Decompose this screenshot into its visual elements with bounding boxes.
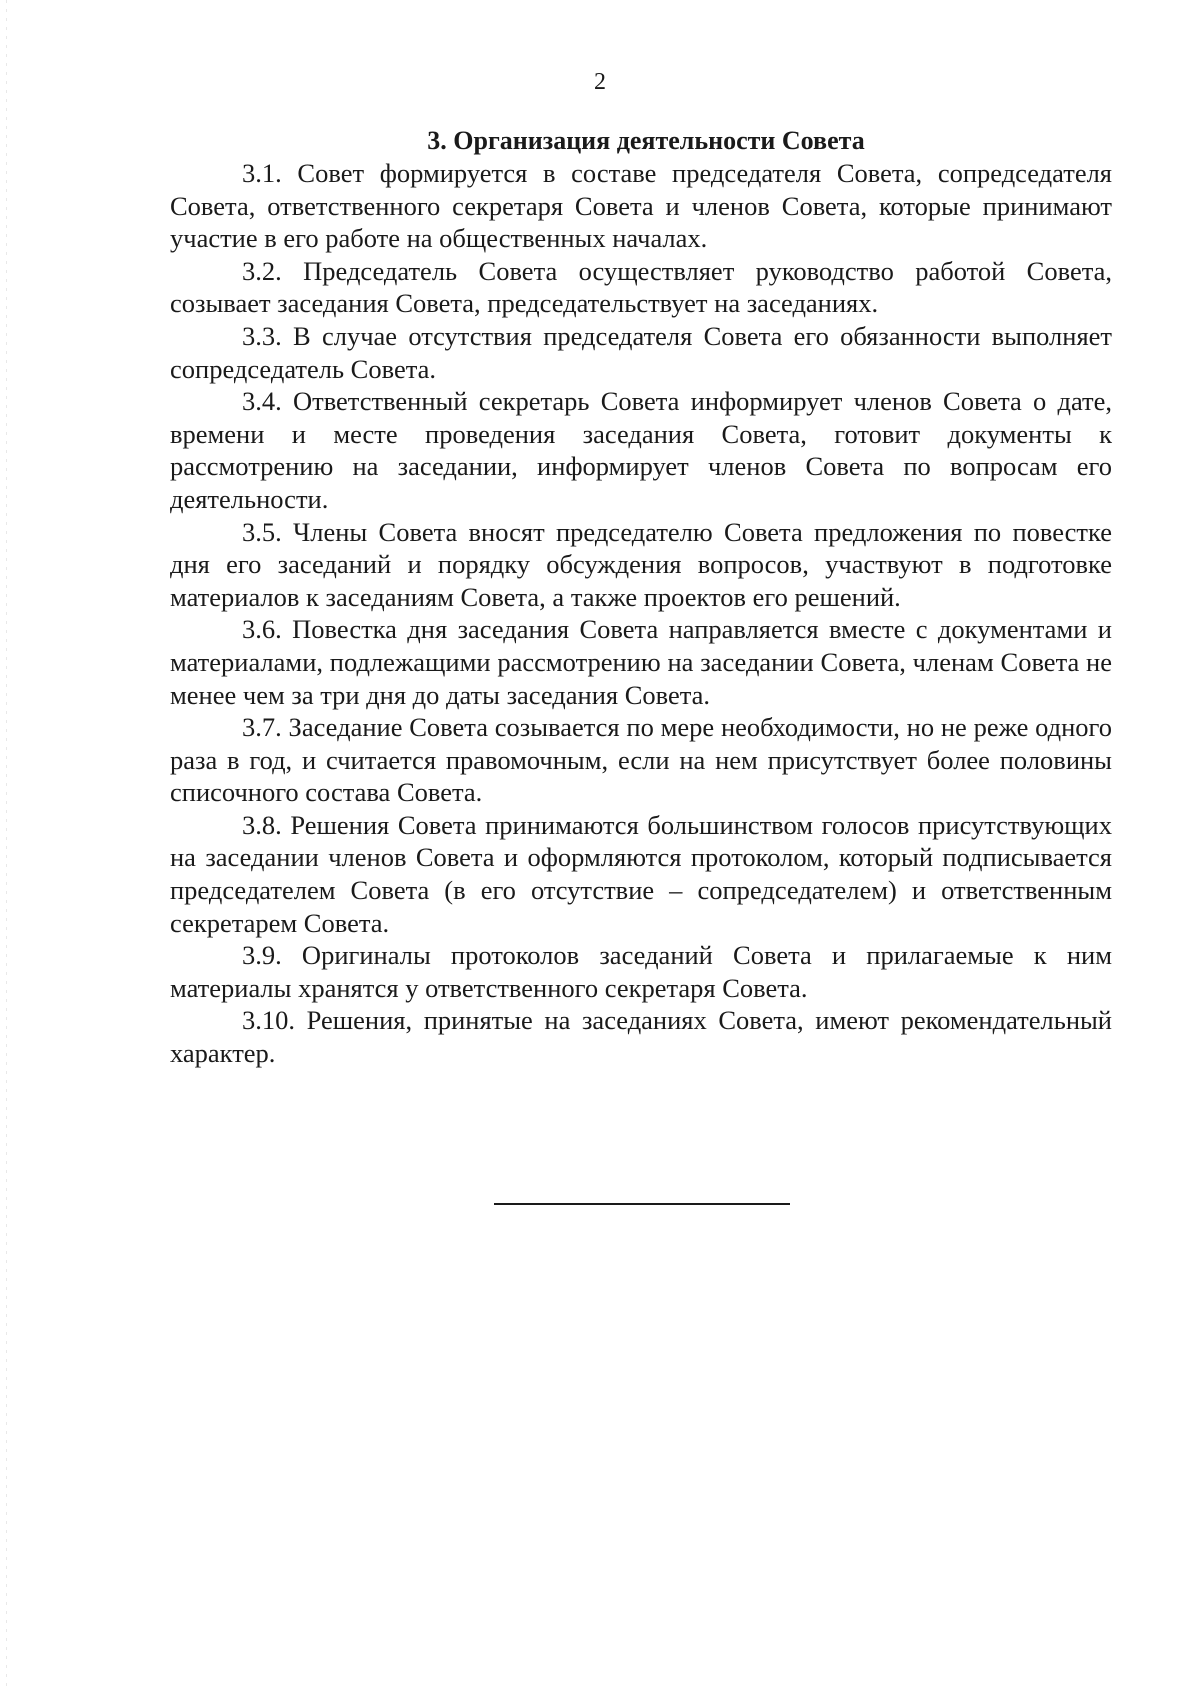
scan-edge-mark <box>6 0 7 1686</box>
paragraph-3-3: 3.3. В случае отсутствия председателя Совета его обязанности выполняет сопредседатель Совета. <box>170 320 1112 384</box>
paragraph-3-6: 3.6. Повестка дня заседания Совета направляется вместе с документами и материалами, подлежащими рассмотрению на заседании Совета, членам Совета не менее чем за три дня до даты заседания Совета. <box>170 614 1112 710</box>
section-title: 3. Организация деятельности Совета <box>427 126 865 155</box>
paragraph-3-4: 3.4. Ответственный секретарь Совета информирует членов Совета о дате, времени и месте проведения заседания Совета, готовит документы к рассмотрению на заседании, информирует членов Совета по вопросам его деятельности. <box>170 386 1112 514</box>
paragraph-3-8: 3.8. Решения Совета принимаются большинством голосов присутствующих на заседании членов Совета и оформляются протоколом, который подписывается председателем Совета (в его отсутствие – сопредседателем) и ответственным секретарем Совета. <box>170 809 1112 938</box>
paragraph-3-5: 3.5. Члены Совета вносят председателю Совета предложения по повестке дня его заседаний и порядку обсуждения вопросов, участвуют в подготовке материалов к заседаниям Совета, а также проектов его решений. <box>170 516 1112 612</box>
document-body <box>170 125 1112 1070</box>
paragraph-3-2: 3.2. Председатель Совета осуществляет руководство работой Совета, созывает заседания Совета, председательствует на заседаниях. <box>170 255 1112 319</box>
paragraph-3-9: 3.9. Оригиналы протоколов заседаний Совета и прилагаемые к ним материалы хранятся у ответственного секретаря Совета. <box>170 940 1112 1003</box>
page-number: 2 <box>594 69 606 95</box>
paragraph-3-10: 3.10. Решения, принятые на заседаниях Совета, имеют рекомендательный характер. <box>170 1005 1112 1069</box>
end-of-document-rule <box>494 1203 790 1205</box>
paragraph-3-1: 3.1. Совет формируется в составе председателя Совета, сопредседателя Совета, ответственного секретаря Совета и членов Совета, которые принимают участие в его работе на общественных началах. <box>170 158 1112 254</box>
paragraph-3-7: 3.7. Заседание Совета созывается по мере необходимости, но не реже одного раза в год, и считается правомочным, если на нем присутствует более половины списочного состава Совета. <box>170 712 1112 808</box>
